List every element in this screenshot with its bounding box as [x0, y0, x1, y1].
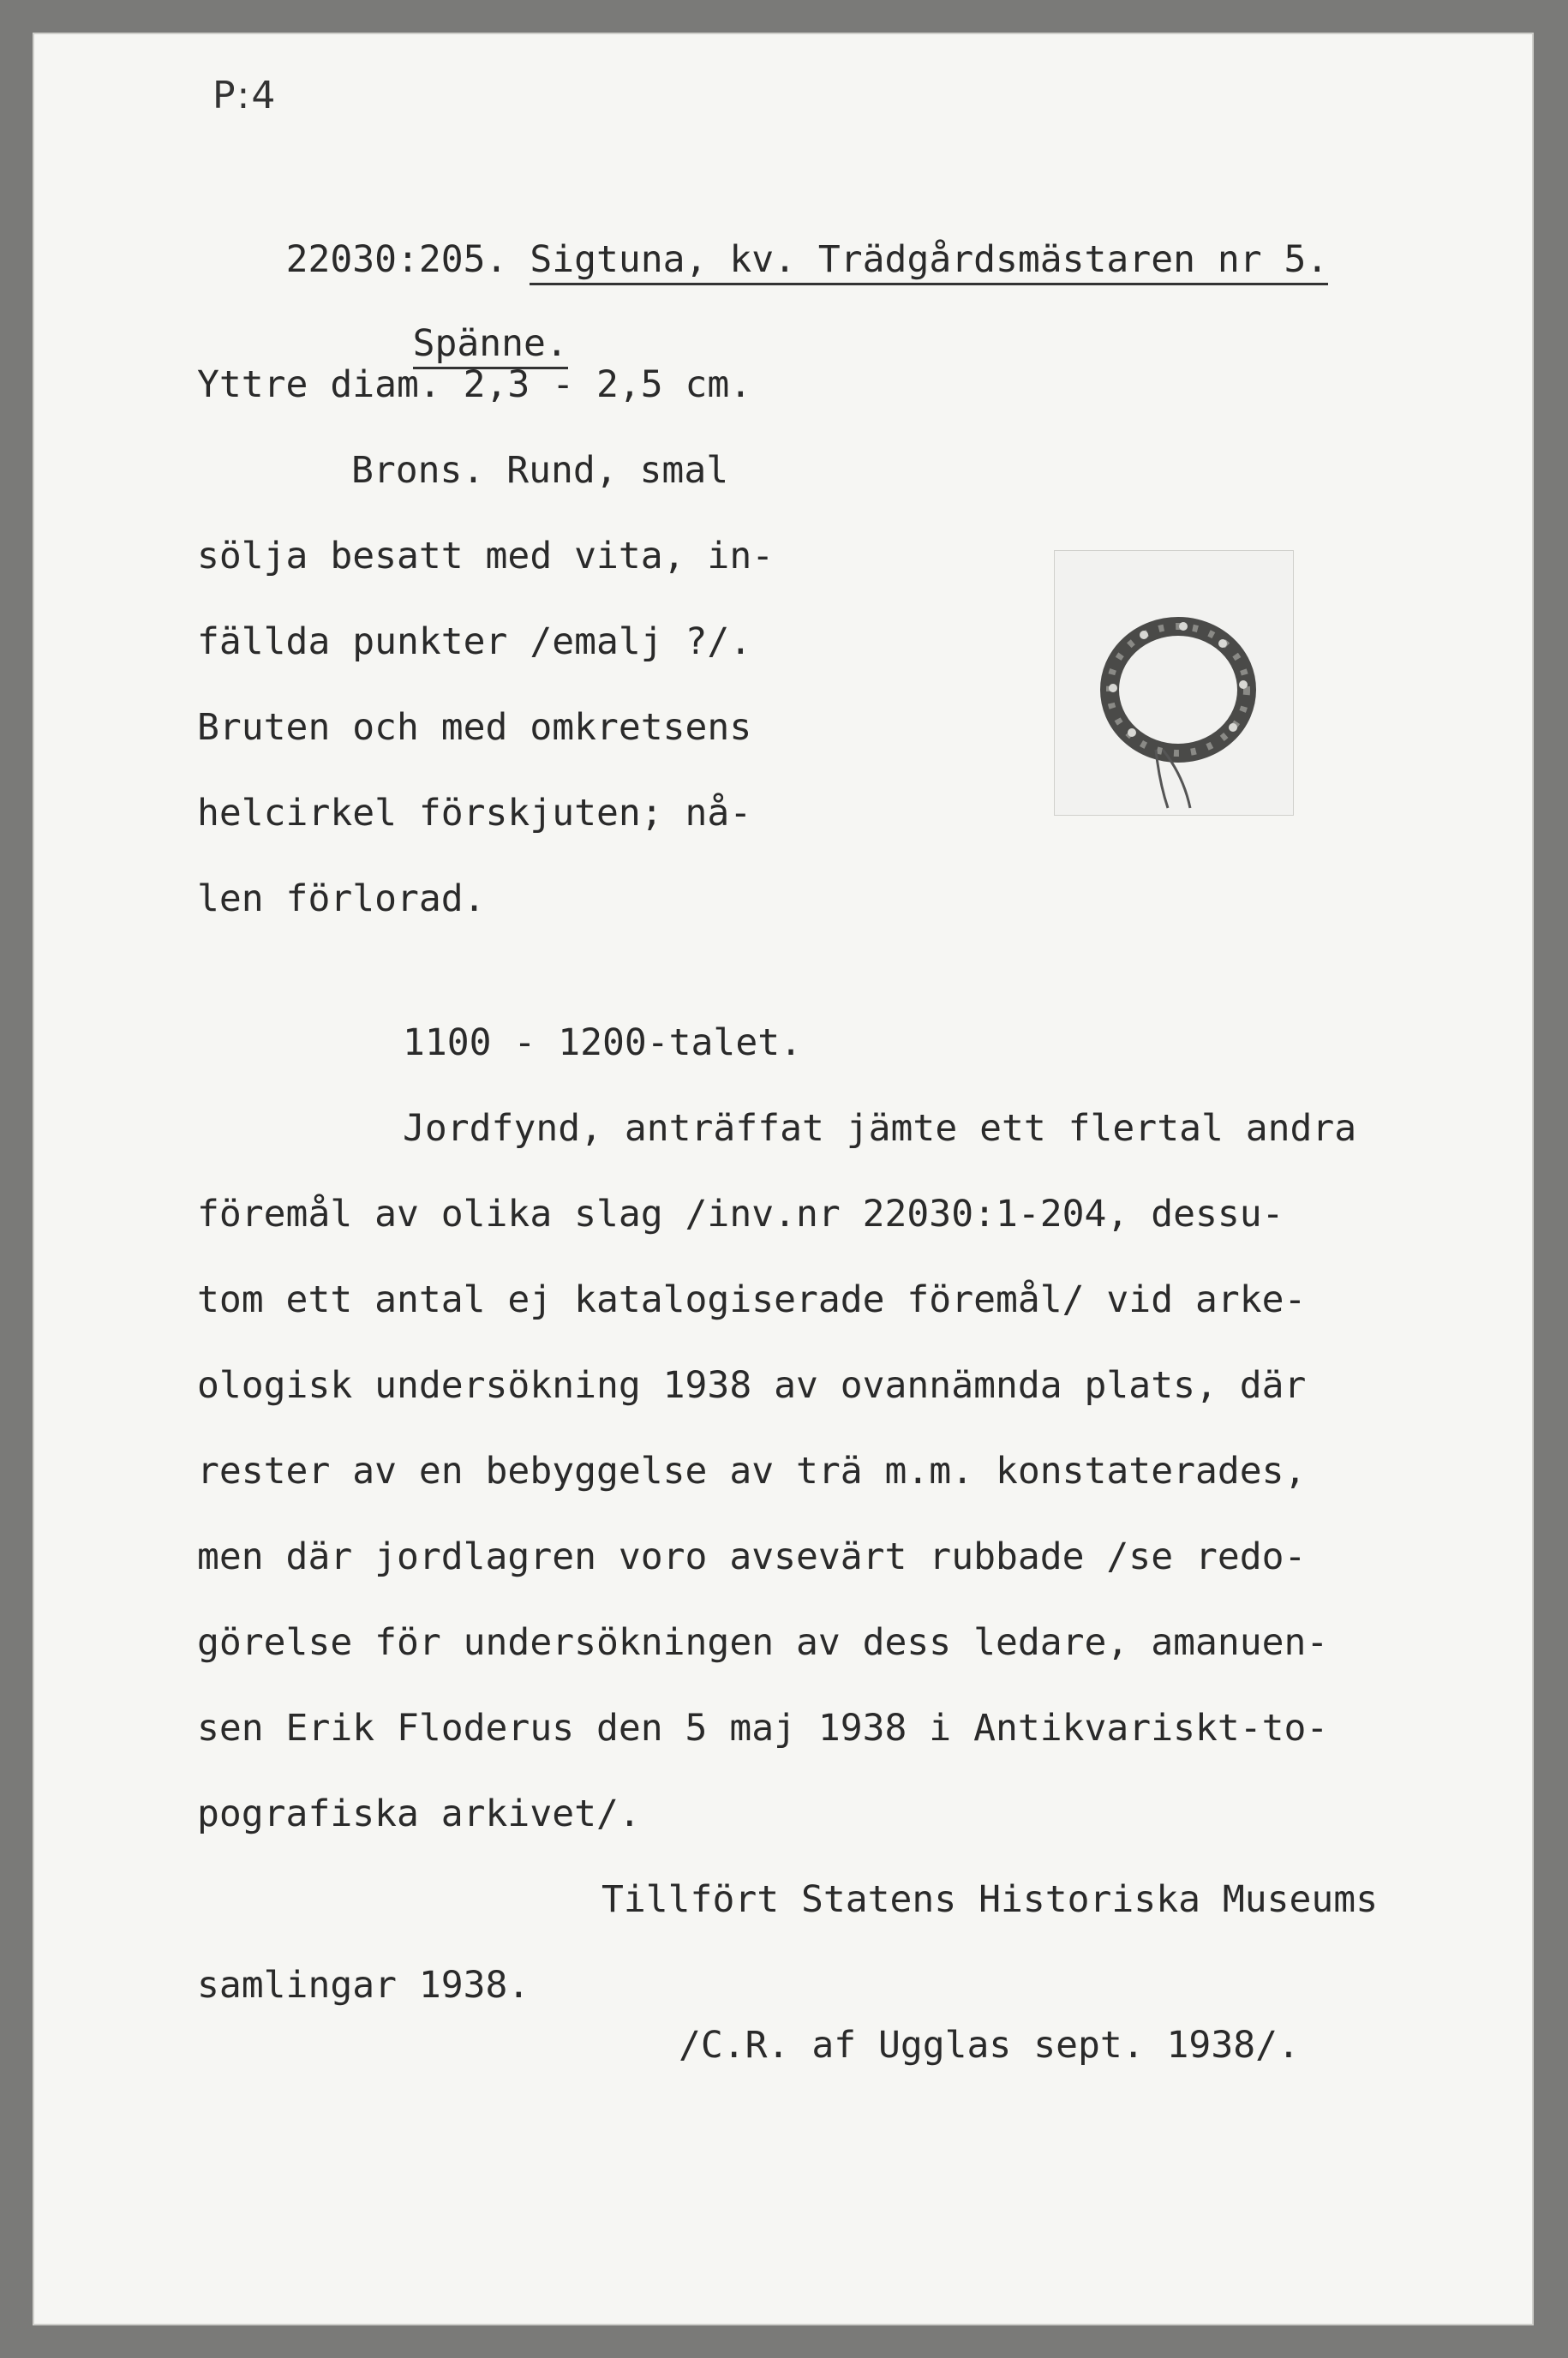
acquisition-line: samlingar 1938. — [197, 1964, 530, 2007]
find-text-line: sen Erik Floderus den 5 maj 1938 i Antikvariskt-to- — [197, 1707, 1329, 1750]
catalog-number: 22030:205. — [285, 238, 508, 281]
ring-brooch-image — [1055, 551, 1293, 815]
description-line: fällda punkter /emalj ?/. — [197, 620, 752, 663]
find-text-line: ologisk undersökning 1938 av ovannämnda plats, där — [197, 1364, 1307, 1407]
description-line: len förlorad. — [197, 877, 486, 920]
find-text-line: görelse för undersökningen av dess ledare, amanuen- — [197, 1621, 1329, 1664]
find-text-line: pografiska arkivet/. — [197, 1792, 641, 1835]
diameter: Yttre diam. 2,3 - 2,5 cm. — [197, 363, 752, 406]
acquisition-line: Tillfört Statens Historiska Museums — [601, 1878, 1379, 1921]
brooch-photo — [1054, 550, 1294, 816]
dating: 1100 - 1200-talet. — [403, 1021, 802, 1064]
object-type: Spänne. — [413, 322, 568, 369]
find-text-line: tom ett antal ej katalogiserade föremål/ vid arke- — [197, 1278, 1307, 1321]
description-line: sölja besatt med vita, in- — [197, 535, 775, 578]
description-line: Brons. Rund, smal — [351, 449, 729, 492]
find-text-line: Jordfynd, anträffat jämte ett flertal andra — [403, 1107, 1357, 1150]
find-text-line: föremål av olika slag /inv.nr 22030:1-204, dessu- — [197, 1193, 1284, 1236]
find-text-line: rester av en bebyggelse av trä m.m. konstaterades, — [197, 1450, 1307, 1493]
find-text-line: men där jordlagren voro avsevärt rubbade /se redo- — [197, 1535, 1307, 1578]
signature: /C.R. af Ugglas sept. 1938/. — [679, 2024, 1300, 2067]
handwritten-marker: P:4 — [212, 74, 278, 117]
description-line: helcirkel förskjuten; nå- — [197, 792, 752, 835]
catalog-card — [33, 33, 1534, 2325]
description-line: Bruten och med omkretsens — [197, 706, 752, 749]
site-name: Sigtuna, kv. Trädgårdsmästaren nr 5. — [530, 238, 1328, 285]
